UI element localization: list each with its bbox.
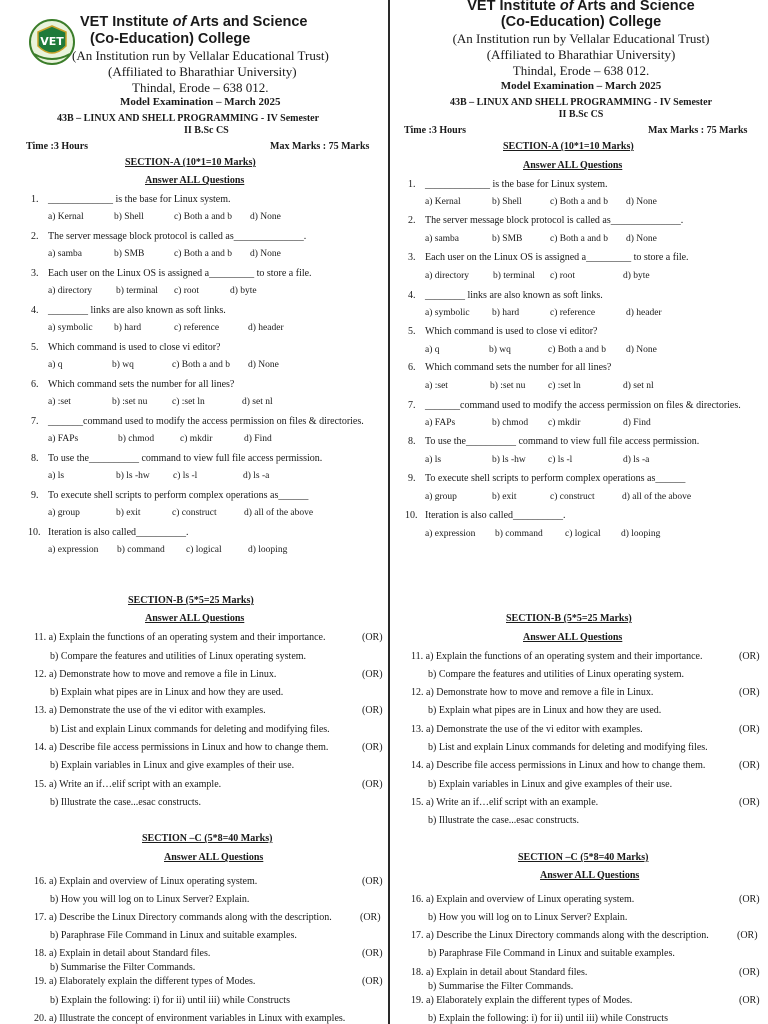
question-number: 1.	[408, 179, 416, 190]
section-a-instruction: Answer ALL Questions	[523, 160, 623, 171]
right-copy	[398, 0, 764, 1024]
option: a) q	[48, 360, 63, 370]
question-line: b) How you will log on to Linux Server? Explain.	[428, 912, 628, 923]
question-line: b) List and explain Linux commands for deleting and modifying files.	[428, 742, 708, 753]
exam-title: Model Examination – March 2025	[120, 96, 281, 108]
question-line: 16. a) Explain and overview of Linux operating system.	[411, 894, 635, 905]
section-c-instruction: Answer ALL Questions	[540, 870, 640, 881]
question-line: 18. a) Explain in detail about Standard files.	[34, 948, 211, 959]
or-label: (OR)	[360, 912, 381, 923]
or-label: (OR)	[362, 669, 383, 680]
question-line: 17. a) Describe the Linux Directory commands along with the description.	[411, 930, 709, 941]
option: c) construct	[550, 492, 595, 502]
option: c) Both a and b	[548, 345, 607, 355]
option: a) FAPs	[425, 418, 456, 428]
exam-time: Time :3 Hours	[26, 141, 89, 152]
option: d) looping	[621, 529, 661, 539]
option: a) expression	[425, 529, 476, 539]
section-c-title: SECTION –C (5*8=40 Marks)	[142, 833, 273, 844]
option: b) command	[495, 529, 543, 539]
question-text: Iteration is also called__________.	[425, 510, 566, 521]
address-line: Thindal, Erode – 638 012.	[132, 80, 269, 95]
question-line: b) Explain variables in Linux and give examples of their use.	[428, 779, 673, 790]
logo-text: VET	[40, 35, 64, 48]
question-line: 20. a) Illustrate the concept of environment variables in Linux with examples.	[34, 1013, 346, 1024]
question-line: b) How you will log on to Linux Server? Explain.	[50, 894, 250, 905]
question-number: 6.	[31, 379, 39, 390]
or-label: (OR)	[362, 948, 383, 959]
option: b) SMB	[114, 249, 145, 259]
question-text: _______command used to modify the access permission on files & directories.	[425, 400, 741, 411]
or-label: (OR)	[739, 995, 760, 1006]
question-text: The server message block protocol is called as______________.	[425, 215, 684, 226]
question-text: Which command sets the number for all lines?	[425, 362, 612, 373]
option: b) wq	[112, 360, 134, 370]
option: a) ls	[425, 455, 442, 465]
or-label: (OR)	[362, 742, 383, 753]
question-text: Each user on the Linux OS is assigned a_________ to store a file.	[425, 252, 689, 263]
option: d) None	[626, 234, 657, 244]
exam-time: Time :3 Hours	[404, 125, 467, 136]
question-line: 11. a) Explain the functions of an operating system and their importance.	[34, 632, 326, 643]
max-marks: Max Marks : 75 Marks	[270, 141, 370, 152]
section-b-title: SECTION-B (5*5=25 Marks)	[128, 595, 254, 606]
question-number: 4.	[31, 305, 39, 316]
or-label: (OR)	[739, 797, 760, 808]
option: d) Find	[623, 418, 651, 428]
question-line: b) Illustrate the case...esac constructs.	[50, 797, 202, 808]
option: b) Shell	[492, 197, 522, 207]
question-text: Each user on the Linux OS is assigned a_________ to store a file.	[48, 268, 312, 279]
question-line: 12. a) Demonstrate how to move and remove a file in Linux.	[34, 669, 277, 680]
question-line: b) Paraphrase File Command in Linux and suitable examples.	[50, 930, 297, 941]
or-label: (OR)	[739, 760, 760, 771]
option: a) samba	[425, 234, 460, 244]
question-text: The server message block protocol is called as______________.	[48, 231, 307, 242]
option: a) symbolic	[425, 308, 470, 318]
option: d) None	[626, 345, 657, 355]
question-number: 8.	[31, 453, 39, 464]
question-number: 3.	[408, 252, 416, 263]
or-label: (OR)	[362, 976, 383, 987]
question-line: 14. a) Describe file access permissions in Linux and how to change them.	[411, 760, 706, 771]
question-line: b) Explain the following: i) for ii) until iii) while Constructs	[428, 1013, 668, 1024]
question-text: To use the__________ command to view full file access permission.	[425, 436, 700, 447]
option: c) root	[174, 286, 200, 296]
option: d) set nl	[623, 381, 654, 391]
question-number: 6.	[408, 362, 416, 373]
option: a) samba	[48, 249, 83, 259]
question-line: 13. a) Demonstrate the use of the vi editor with examples.	[34, 705, 266, 716]
option: a) Kernal	[48, 212, 84, 222]
question-number: 1.	[31, 194, 39, 205]
question-number: 3.	[31, 268, 39, 279]
option: d) ls -a	[623, 455, 650, 465]
option: c) construct	[172, 508, 217, 518]
option: a) FAPs	[48, 434, 79, 444]
option: b) exit	[116, 508, 141, 518]
question-line: 11. a) Explain the functions of an operating system and their importance.	[411, 651, 703, 662]
option: c) ls -l	[173, 471, 198, 481]
option: c) logical	[565, 529, 601, 539]
section-b-title: SECTION-B (5*5=25 Marks)	[506, 613, 632, 624]
or-label: (OR)	[737, 930, 758, 941]
option: b) hard	[492, 308, 520, 318]
option: c) mkdir	[180, 434, 213, 444]
trust-line: (An Institution run by Vellalar Educational Trust)	[452, 31, 710, 46]
question-text: Which command is used to close vi editor?	[48, 342, 221, 353]
option: c) Both a and b	[550, 234, 609, 244]
option: d) ls -a	[243, 471, 270, 481]
or-label: (OR)	[739, 687, 760, 698]
question-text: ________ links are also known as soft links.	[48, 305, 226, 316]
option: b) ls -hw	[492, 455, 526, 465]
option: a) group	[425, 492, 457, 502]
or-label: (OR)	[362, 779, 383, 790]
option: c) ls -l	[548, 455, 573, 465]
question-line: 19. a) Elaborately explain the different types of Modes.	[411, 995, 633, 1006]
option: b) command	[117, 545, 165, 555]
question-line: 13. a) Demonstrate the use of the vi editor with examples.	[411, 724, 643, 735]
option: b) :set nu	[490, 381, 526, 391]
question-number: 7.	[31, 416, 39, 427]
option: b) SMB	[492, 234, 523, 244]
question-text: To execute shell scripts to perform complex operations as______	[48, 490, 309, 501]
option: d) set nl	[242, 397, 273, 407]
question-text: _____________ is the base for Linux system.	[48, 194, 231, 205]
question-text: _______command used to modify the access permission on files & directories.	[48, 416, 364, 427]
question-line: b) Explain what pipes are in Linux and how they are used.	[50, 687, 284, 698]
option: d) None	[248, 360, 279, 370]
option: b) terminal	[116, 286, 158, 296]
option: b) :set nu	[112, 397, 148, 407]
option: b) exit	[492, 492, 517, 502]
option: d) header	[248, 323, 284, 333]
question-line: 15. a) Write an if…elif script with an example.	[34, 779, 222, 790]
question-number: 7.	[408, 400, 416, 411]
option: c) reference	[550, 308, 596, 318]
question-line: 17. a) Describe the Linux Directory commands along with the description.	[34, 912, 332, 923]
option: c) Both a and b	[174, 249, 233, 259]
left-copy	[12, 0, 384, 1024]
option: c) Both a and b	[174, 212, 233, 222]
question-number: 2.	[408, 215, 416, 226]
question-number: 10.	[28, 527, 41, 538]
exam-title: Model Examination – March 2025	[500, 80, 662, 92]
question-line: b) Compare the features and utilities of Linux operating system.	[50, 651, 307, 662]
option: a) expression	[48, 545, 99, 555]
class-name: II B.Sc CS	[558, 109, 604, 120]
option: d) looping	[248, 545, 288, 555]
section-c-instruction: Answer ALL Questions	[164, 852, 264, 863]
question-line: 14. a) Describe file access permissions in Linux and how to change them.	[34, 742, 329, 753]
section-a-instruction: Answer ALL Questions	[145, 175, 245, 186]
option: b) Shell	[114, 212, 144, 222]
question-line: b) List and explain Linux commands for deleting and modifying files.	[50, 724, 330, 735]
section-c-title: SECTION –C (5*8=40 Marks)	[518, 852, 649, 863]
option: c) :set ln	[172, 397, 205, 407]
or-label: (OR)	[362, 705, 383, 716]
subject-title: 43B – LINUX AND SHELL PROGRAMMING - IV Semester	[57, 113, 320, 124]
question-text: Which command is used to close vi editor?	[425, 326, 598, 337]
question-text: Iteration is also called__________.	[48, 527, 189, 538]
trust-line: (An Institution run by Vellalar Educational Trust)	[72, 48, 329, 63]
option: a) Kernal	[425, 197, 461, 207]
question-number: 8.	[408, 436, 416, 447]
option: a) directory	[425, 271, 470, 281]
option: d) None	[250, 212, 281, 222]
question-number: 10.	[405, 510, 418, 521]
question-number: 2.	[31, 231, 39, 242]
section-b-instruction: Answer ALL Questions	[523, 632, 623, 643]
question-line: 18. a) Explain in detail about Standard files.	[411, 967, 588, 978]
question-line: 16. a) Explain and overview of Linux operating system.	[34, 876, 258, 887]
question-line: b) Summarise the Filter Commands.	[50, 962, 196, 973]
question-number: 9.	[31, 490, 39, 501]
question-line: b) Explain variables in Linux and give examples of their use.	[50, 760, 295, 771]
question-text: Which command sets the number for all lines?	[48, 379, 235, 390]
question-line: b) Compare the features and utilities of Linux operating system.	[428, 669, 685, 680]
or-label: (OR)	[362, 876, 383, 887]
or-label: (OR)	[739, 724, 760, 735]
option: d) header	[626, 308, 662, 318]
option: c) :set ln	[548, 381, 581, 391]
question-number: 9.	[408, 473, 416, 484]
question-line: 19. a) Elaborately explain the different types of Modes.	[34, 976, 256, 987]
question-line: b) Summarise the Filter Commands.	[428, 981, 574, 992]
option: a) :set	[48, 397, 71, 407]
college-name-line2: (Co-Education) College	[500, 14, 662, 30]
question-text: To use the__________ command to view full file access permission.	[48, 453, 323, 464]
college-logo-icon	[28, 18, 76, 66]
max-marks: Max Marks : 75 Marks	[648, 125, 748, 136]
option: a) group	[48, 508, 80, 518]
question-line: b) Paraphrase File Command in Linux and suitable examples.	[428, 948, 675, 959]
question-number: 5.	[31, 342, 39, 353]
or-label: (OR)	[739, 967, 760, 978]
college-name-line1: VET Institute of Arts and Science	[467, 0, 695, 14]
option: d) byte	[230, 286, 257, 296]
option: d) None	[250, 249, 281, 259]
option: b) hard	[114, 323, 142, 333]
question-line: b) Illustrate the case...esac constructs.	[428, 815, 580, 826]
option: b) chmod	[118, 434, 155, 444]
question-line: 15. a) Write an if…elif script with an example.	[411, 797, 599, 808]
question-line: 12. a) Demonstrate how to move and remove a file in Linux.	[411, 687, 654, 698]
option: a) :set	[425, 381, 448, 391]
question-line: b) Explain the following: i) for ii) until iii) while Constructs	[50, 995, 290, 1006]
question-number: 4.	[408, 290, 416, 301]
or-label: (OR)	[362, 632, 383, 643]
option: c) logical	[186, 545, 222, 555]
or-label: (OR)	[739, 894, 760, 905]
option: c) Both a and b	[172, 360, 231, 370]
option: b) terminal	[493, 271, 535, 281]
college-name-line1: VET Institute of Arts and Science	[80, 14, 308, 30]
column-divider	[388, 0, 390, 1024]
section-a-title: SECTION-A (10*1=10 Marks)	[503, 141, 634, 152]
section-a-title: SECTION-A (10*1=10 Marks)	[125, 157, 256, 168]
option: d) byte	[623, 271, 650, 281]
option: a) symbolic	[48, 323, 93, 333]
option: c) mkdir	[548, 418, 581, 428]
address-line: Thindal, Erode – 638 012.	[512, 63, 650, 78]
option: b) chmod	[492, 418, 529, 428]
option: c) Both a and b	[550, 197, 609, 207]
question-text: _____________ is the base for Linux system.	[425, 179, 608, 190]
option: a) directory	[48, 286, 93, 296]
option: c) root	[550, 271, 576, 281]
option: a) ls	[48, 471, 65, 481]
subject-title: 43B – LINUX AND SHELL PROGRAMMING - IV Semester	[449, 97, 713, 108]
option: b) ls -hw	[116, 471, 150, 481]
or-label: (OR)	[739, 651, 760, 662]
section-b-instruction: Answer ALL Questions	[145, 613, 245, 624]
option: d) all of the above	[244, 508, 314, 518]
option: b) wq	[489, 345, 511, 355]
college-name-line2: (Co-Education) College	[90, 31, 251, 47]
question-text: ________ links are also known as soft links.	[425, 290, 603, 301]
affiliation-line: (Affiliated to Bharathiar University)	[486, 47, 676, 62]
option: d) all of the above	[622, 492, 692, 502]
option: a) q	[425, 345, 440, 355]
option: d) Find	[244, 434, 272, 444]
question-text: To execute shell scripts to perform complex operations as______	[425, 473, 686, 484]
option: c) reference	[174, 323, 220, 333]
affiliation-line: (Affiliated to Bharathiar University)	[108, 64, 297, 79]
option: d) None	[626, 197, 657, 207]
question-number: 5.	[408, 326, 416, 337]
class-name: II B.Sc CS	[184, 125, 229, 136]
question-line: b) Explain what pipes are in Linux and how they are used.	[428, 705, 662, 716]
